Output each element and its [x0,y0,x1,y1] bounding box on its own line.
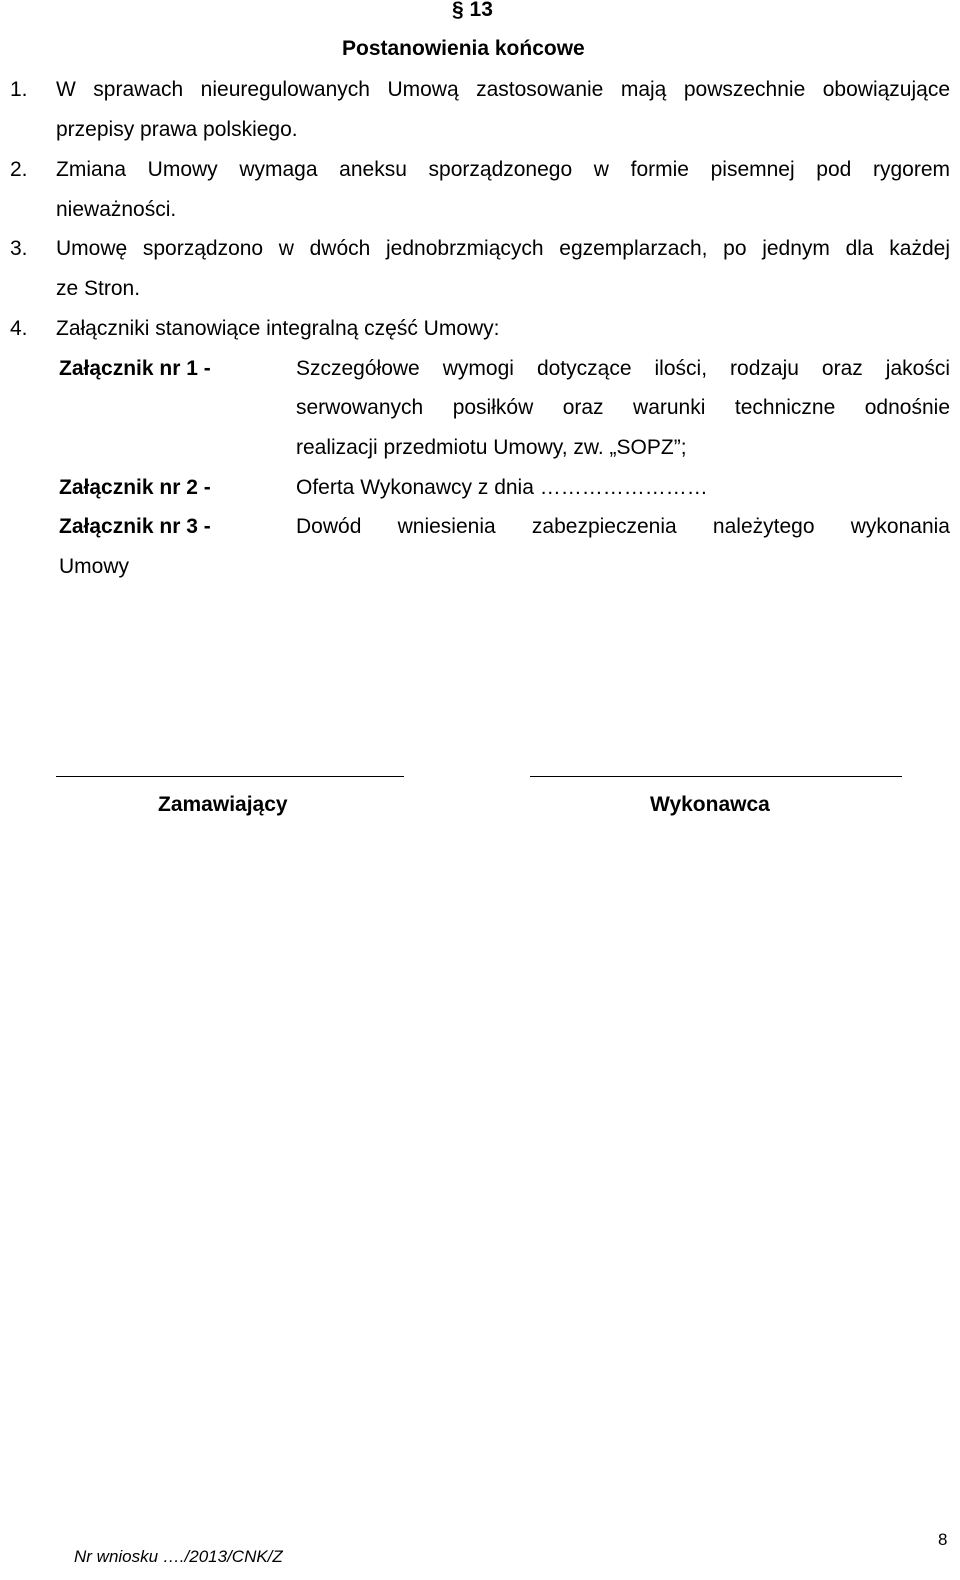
attachment-description: Dowód wniesienia zabezpieczenia należytego wykonania [296,515,950,538]
page-number: 8 [938,1530,948,1549]
section-number: § 13 [452,0,493,21]
request-number: Nr wniosku …./2013/CNK/Z [74,1547,283,1566]
list-item-text: W sprawach nieuregulowanych Umową zastosowanie mają powszechnie obowiązujące [56,78,950,101]
attachment-label: Załącznik nr 3 - [59,515,211,538]
signature-line-left [56,776,404,777]
signature-line-right [530,776,902,777]
list-item-number: 2. [10,158,28,181]
attachment-description: Umowy [59,555,130,578]
section-title: Postanowienia końcowe [342,37,585,60]
list-item-number: 3. [10,237,28,260]
attachment-label: Załącznik nr 2 - [59,476,211,499]
signature-label-contracting-party: Zamawiający [158,793,288,816]
list-item-text: Umowę sporządzono w dwóch jednobrzmiących egzemplarzach, po jednym dla każdej [56,237,950,260]
attachment-description: Szczegółowe wymogi dotyczące ilości, rodzaju oraz jakości [296,357,950,380]
list-item-text: nieważności. [56,198,177,221]
list-item-number: 4. [10,317,28,340]
list-item-number: 1. [10,78,28,101]
list-item-text: przepisy prawa polskiego. [56,118,298,141]
attachment-description: serwowanych posiłków oraz warunki techniczne odnośnie [296,396,950,419]
list-item-text: ze Stron. [56,277,141,300]
list-item-text: Załączniki stanowiące integralną część Umowy: [56,317,500,340]
list-item-text: Zmiana Umowy wymaga aneksu sporządzonego w formie pisemnej pod rygorem [56,158,950,181]
signature-label-contractor: Wykonawca [650,793,770,816]
attachment-description: Oferta Wykonawcy z dnia …………………… [296,476,708,499]
attachment-label: Załącznik nr 1 - [59,357,211,380]
attachment-description: realizacji przedmiotu Umowy, zw. „SOPZ”; [296,436,687,459]
